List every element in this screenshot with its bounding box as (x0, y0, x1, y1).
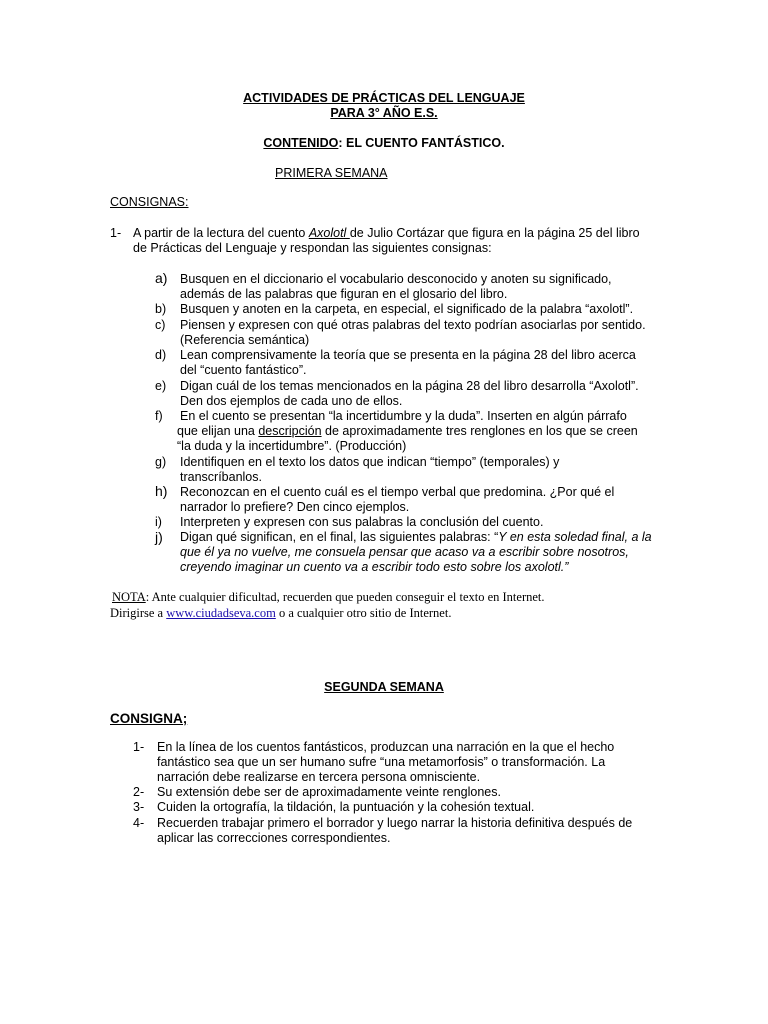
item-f-line3: “la duda y la incertidumbre”. (Producción) (177, 439, 407, 453)
intro-number: 1- (110, 226, 122, 240)
intro-line2: de Prácticas del Lenguaje y respondan las siguientes consignas: (133, 241, 492, 255)
item-d-line1: Lean comprensivamente la teoría que se presenta en la página 28 del libro acerca (180, 348, 636, 362)
item-h-line2: narrador lo prefiere? Den cinco ejemplos. (180, 500, 410, 514)
note-label: NOTA (112, 590, 146, 604)
week1-heading: PRIMERA SEMANA (275, 166, 388, 180)
note-line1 (112, 590, 545, 605)
item-f-line2-post: de aproximadamente tres renglones en los que se creen (321, 424, 638, 438)
item-g-line2: transcríbanlos. (180, 470, 262, 484)
item-d-marker: d) (155, 348, 167, 362)
week2-item-1-line1: En la línea de los cuentos fantásticos, produzcan una narración en la que el hecho (157, 740, 615, 754)
item-j-line1 (180, 530, 652, 545)
item-f-descripcion: descripción (258, 424, 322, 438)
item-i-line1: Interpreten y expresen con sus palabras la conclusión del cuento. (180, 515, 544, 529)
week2-item-2-marker: 2- (133, 785, 145, 799)
item-f-line1: En el cuento se presentan “la incertidumbre y la duda”. Inserten en algún párrafo (180, 409, 627, 423)
item-a-marker: a) (155, 270, 168, 286)
document-title: ACTIVIDADES DE PRÁCTICAS DEL LENGUAJE (243, 91, 525, 105)
item-j-line2: que él ya no vuelve, me consuela pensar que acaso va a escribir sobre nosotros, (180, 545, 629, 559)
item-j-quote-start: Y en esta soledad final, a la (498, 530, 652, 544)
item-j-line3: creyendo imaginar un cuento va a escribir todo esto sobre los axolotl.” (180, 560, 569, 574)
item-c-line1: Piensen y expresen con qué otras palabras del texto podrían asociarlas por sentido. (180, 318, 646, 332)
intro-post: de Julio Cortázar que figura en la página 25 del libro (349, 226, 640, 240)
week2-item-3-line1: Cuiden la ortografía, la tildación, la puntuación y la cohesión textual. (157, 800, 535, 814)
item-b-line1: Busquen y anoten en la carpeta, en especial, el significado de la palabra “axolotl”. (180, 302, 634, 316)
week2-item-4-marker: 4- (133, 816, 145, 830)
item-h-marker: h) (155, 483, 168, 499)
week2-item-1-marker: 1- (133, 740, 145, 754)
item-c-line2: (Referencia semántica) (180, 333, 310, 347)
item-g-marker: g) (155, 455, 167, 469)
note-line2-post: o a cualquier otro sitio de Internet. (275, 606, 452, 620)
item-g-line1: Identifiquen en el texto los datos que indican “tiempo” (temporales) y (180, 455, 560, 469)
ciudadseva-link[interactable]: www.ciudadseva.com (166, 606, 276, 620)
document-subtitle: PARA 3° AÑO E.S. (330, 106, 438, 120)
content-value: : EL CUENTO FANTÁSTICO. (338, 136, 505, 150)
intro-line1 (133, 226, 640, 241)
item-e-line2: Den dos ejemplos de cada uno de ellos. (180, 394, 403, 408)
intro-pre: A partir de la lectura del cuento (133, 226, 309, 240)
note-text: : Ante cualquier dificultad, recuerden que pueden conseguir el texto en Internet. (145, 590, 545, 604)
item-i-marker: i) (155, 515, 162, 529)
item-d-line2: del “cuento fantástico”. (180, 363, 307, 377)
item-c-marker: c) (155, 318, 166, 332)
item-b-marker: b) (155, 302, 167, 316)
week2-item-2-line1: Su extensión debe ser de aproximadamente veinte renglones. (157, 785, 501, 799)
item-j-line1-pre: Digan qué significan, en el final, las siguientes palabras: “ (180, 530, 499, 544)
week2-heading: SEGUNDA SEMANA (324, 680, 444, 694)
consigna-label: CONSIGNA; (110, 711, 188, 726)
week2-item-3-marker: 3- (133, 800, 145, 814)
week2-item-4-line1: Recuerden trabajar primero el borrador y luego narrar la historia definitiva después de (157, 816, 633, 830)
item-a-line1: Busquen en el diccionario el vocabulario desconocido y anoten su significado, (180, 272, 612, 286)
item-e-line1: Digan cuál de los temas mencionados en la página 28 del libro desarrolla “Axolotl”. (180, 379, 639, 393)
item-h-line1: Reconozcan en el cuento cuál es el tiempo verbal que predomina. ¿Por qué el (180, 485, 615, 499)
item-a-line2: además de las palabras que figuran en el glosario del libro. (180, 287, 508, 301)
item-j-marker: j) (155, 529, 163, 545)
item-f-marker: f) (155, 409, 163, 423)
week2-item-1-line3: narración debe realizarse en tercera persona omnisciente. (157, 770, 481, 784)
item-f-line2 (177, 424, 638, 439)
book-title: Axolotl (308, 226, 350, 240)
content-label: CONTENIDO (263, 136, 339, 150)
note-line2 (110, 606, 451, 621)
note-line2-pre: Dirigirse a (110, 606, 167, 620)
week2-item-1-line2: fantástico sea que un ser humano sufre “una metamorfosis” o transformación. La (157, 755, 606, 769)
content-line (0, 136, 768, 151)
item-e-marker: e) (155, 379, 167, 393)
item-f-line2-pre: que elijan una (177, 424, 259, 438)
week2-item-4-line2: aplicar las correcciones correspondientes. (157, 831, 391, 845)
consignas-label: CONSIGNAS: (110, 195, 189, 209)
